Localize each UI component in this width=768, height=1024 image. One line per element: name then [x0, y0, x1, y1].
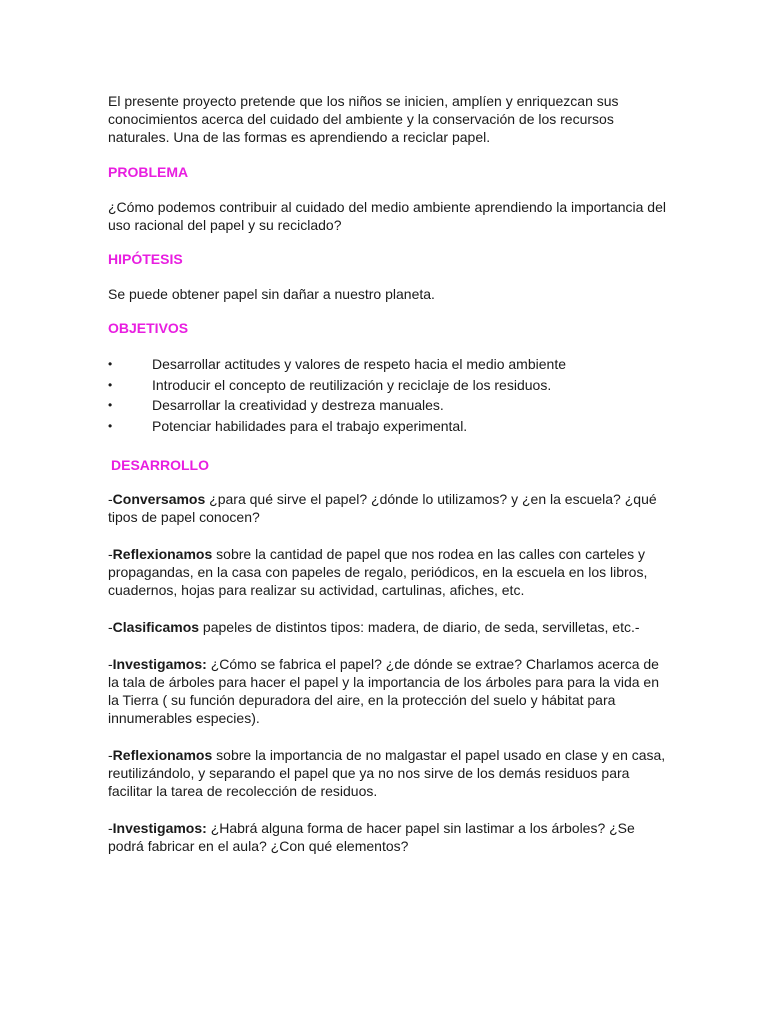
step-text: sobre la cantidad de papel que nos rodea en las calles con carteles y propagandas, en la casa con papeles de regalo, periódicos, en la escuela en los libros, cuadernos, hojas para realizar su actividad, cartulinas, afiches, etc. [108, 546, 648, 598]
list-item [108, 354, 668, 375]
bullet-icon: • [108, 398, 113, 412]
step-keyword: Investigamos: [112, 656, 207, 672]
step-dash: - [108, 546, 113, 562]
step-keyword: Clasificamos [112, 619, 200, 635]
desarrollo-step [108, 819, 668, 855]
heading-problema: PROBLEMA [108, 164, 189, 180]
bullet-icon: • [108, 377, 113, 392]
objective-text: Desarrollar actitudes y valores de respeto hacia el medio ambiente [152, 356, 566, 372]
objectives-list [108, 354, 668, 436]
desarrollo-step [108, 490, 668, 526]
desarrollo-step [108, 746, 668, 800]
heading-hipotesis: HIPÓTESIS [108, 251, 183, 267]
step-text: ¿para qué sirve el papel? ¿dónde lo utilizamos? y ¿en la escuela? ¿qué tipos de papel conocen? [108, 491, 657, 525]
step-text: papeles de distintos tipos: madera, de diario, de seda, servilletas, etc.- [199, 619, 640, 635]
list-item [108, 395, 668, 416]
step-keyword: Investigamos: [112, 820, 207, 836]
list-item [108, 375, 668, 396]
objective-text: Desarrollar la creatividad y destreza manuales. [152, 397, 444, 413]
list-item [108, 416, 668, 437]
step-text: sobre la importancia de no malgastar el papel usado en clase y en casa, reutilizándolo, y separando el papel que ya no nos sirve de los demás residuos para facilitar la tarea de recolección de residuos. [108, 747, 666, 799]
problema-text: ¿Cómo podemos contribuir al cuidado del medio ambiente aprendiendo la importancia del uso racional del papel y su reciclado? [108, 199, 666, 233]
desarrollo-step [108, 618, 668, 636]
step-dash: - [108, 619, 113, 635]
step-dash: - [108, 491, 113, 507]
hipotesis-text: Se puede obtener papel sin dañar a nuestro planeta. [108, 286, 435, 302]
step-dash: - [108, 747, 113, 763]
step-text: ¿Habrá alguna forma de hacer papel sin lastimar a los árboles? ¿Se podrá fabricar en el aula? ¿Con qué elementos? [108, 820, 635, 854]
heading-desarrollo: DESARROLLO [111, 457, 209, 473]
step-keyword: Reflexionamos [112, 747, 213, 763]
bullet-icon: • [108, 418, 113, 433]
desarrollo-step [108, 545, 668, 599]
heading-objetivos: OBJETIVOS [108, 320, 189, 336]
objective-text: Introducir el concepto de reutilización y reciclaje de los residuos. [152, 376, 552, 393]
intro-paragraph: El presente proyecto pretende que los niños se inicien, amplíen y enriquezcan sus conocimientos acerca del cuidado del ambiente y la conservación de los recursos naturales. Una de las formas es aprendiendo a reciclar papel. [108, 93, 619, 145]
step-dash: - [108, 820, 113, 836]
step-keyword: Reflexionamos [112, 546, 213, 562]
document-body [108, 92, 668, 874]
step-keyword: Conversamos [112, 491, 206, 507]
bullet-icon: • [108, 357, 113, 371]
step-dash: - [108, 656, 113, 672]
desarrollo-step [108, 655, 668, 727]
step-text: ¿Cómo se fabrica el papel? ¿de dónde se extrae? Charlamos acerca de la tala de árboles para hacer el papel y la importancia de los árboles para para la vida en la Tierra ( su función depuradora del aire, en la protección del suelo y hábitat para innumerables especies). [108, 656, 660, 726]
objective-text: Potenciar habilidades para el trabajo experimental. [152, 417, 468, 434]
